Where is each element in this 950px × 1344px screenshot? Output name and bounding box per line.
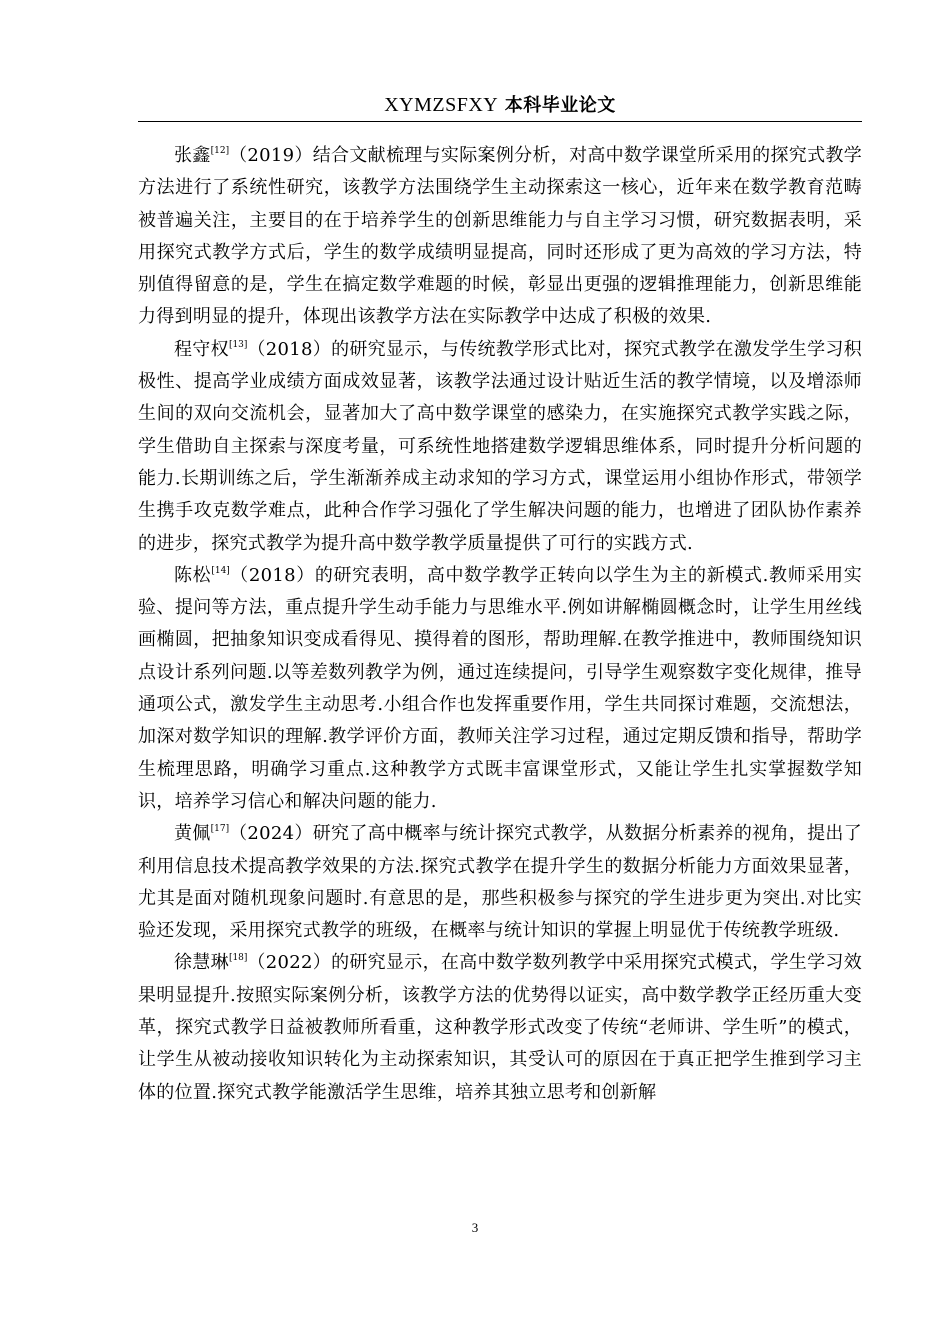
citation-ref: [14] — [211, 565, 230, 576]
citation-ref: [12] — [210, 146, 230, 156]
paragraph-text: （2024）研究了高中概率与统计探究式教学，从数据分析素养的视角，提出了利用信息技术提高教学效果的方法.探究式教学在提升学生的数据分析能力方面效果显著，尤其是面对随机现象问题时.有意思的是，那些积极参与探究的学生进步更为突出.对比实验还发现，采用探究式教学的班级，在概率与统计知识的掌握上明显优于传统教学班级. — [138, 823, 862, 942]
author-name: 黄佩 — [174, 823, 211, 845]
author-name: 张鑫 — [174, 145, 211, 166]
paragraph-text: （2018）的研究表明，高中数学教学正转向以学生为主的新模式.教师采用实验、提问等方法，重点提升学生动手能力与思维水平.例如讲解椭圆概念时，让学生用丝线画椭圆，把抽象知识变成看得见、摸得着的图形，帮助理解.在教学推进中，教师围绕知识点设计系列问题.以等差数列教学为例，通过连续提问，引导学生观察数字变化规律，推导通项公式，激发学生主动思考.小组合作也发挥重要作用，学生共同探讨难题，交流想法，加深对数学知识的理解.教学评价方面，教师关注学习过程，通过定期反馈和指导，帮助学生梳理思路，明确学习重点.这种教学方式既丰富课堂形式，又能让学生扎实掌握数学知识，培养学习信心和解决问题的能力. — [138, 564, 862, 812]
header-institution-code: XYMZSFXY — [384, 94, 499, 116]
author-name: 陈松 — [174, 564, 212, 586]
paragraph-text: （2019）结合文献梳理与实际案例分析，对高中数学课堂所采用的探究式教学方法进行了系统性研究，该教学方法围绕学生主动探索这一核心，近年来在数学教育范畴被普遍关注，主要目的在于培养学生的创新思维能力与自主学习习惯，研究数据表明，采用探究式教学方式后，学生的数学成绩明显提高，同时还形成了更为高效的学习方法，特别值得留意的是，学生在搞定数学难题的时候，彰显出更强的逻辑推理能力，创新思维能力得到明显的提升，体现出该教学方法在实际教学中达成了积极的效果. — [138, 145, 862, 328]
header-thesis-label: 本科毕业论文 — [504, 95, 616, 116]
paragraph-xu-huilin — [138, 947, 862, 1108]
page-number: 3 — [471, 1220, 479, 1235]
header-rule — [138, 121, 862, 122]
paragraph-cheng-shouquan — [138, 334, 862, 560]
citation-ref: [13] — [228, 339, 248, 350]
author-name: 程守权 — [174, 338, 229, 360]
body-text — [138, 140, 862, 1109]
paragraph-chen-song — [138, 560, 862, 818]
paragraph-zhang-xin — [138, 140, 862, 334]
citation-ref: [18] — [228, 953, 248, 964]
paragraph-huang-pei — [138, 818, 862, 947]
author-name: 徐慧琳 — [174, 952, 229, 974]
citation-ref: [17] — [210, 824, 230, 835]
running-header — [138, 92, 862, 119]
paragraph-text: （2018）的研究显示，与传统教学形式比对，探究式教学在激发学生学习积极性、提高学业成绩方面成效显著，该教学法通过设计贴近生活的教学情境，以及增添师生间的双向交流机会，显著加大了高中数学课堂的感染力，在实施探究式教学实践之际，学生借助自主探索与深度考量，可系统性地搭建数学逻辑思维体系，同时提升分析问题的能力.长期训练之后，学生渐渐养成主动求知的学习方式，课堂运用小组协作形式，带领学生携手攻克数学难点，此种合作学习强化了学生解决问题的能力，也增进了团队协作素养的进步，探究式教学为提升高中数学教学质量提供了可行的实践方式. — [138, 338, 862, 554]
paragraph-text: （2022）的研究显示，在高中数学数列教学中采用探究式模式，学生学习效果明显提升.按照实际案例分析，该教学方法的优势得以证实，高中数学教学正经历重大变革，探究式教学日益被教师所看重，这种教学形式改变了传统“老师讲、学生听”的模式，让学生从被动接收知识转化为主动探索知识，其受认可的原因在于真正把学生推到学习主体的位置.探究式教学能激活学生思维，培养其独立思考和创新解 — [138, 952, 862, 1103]
